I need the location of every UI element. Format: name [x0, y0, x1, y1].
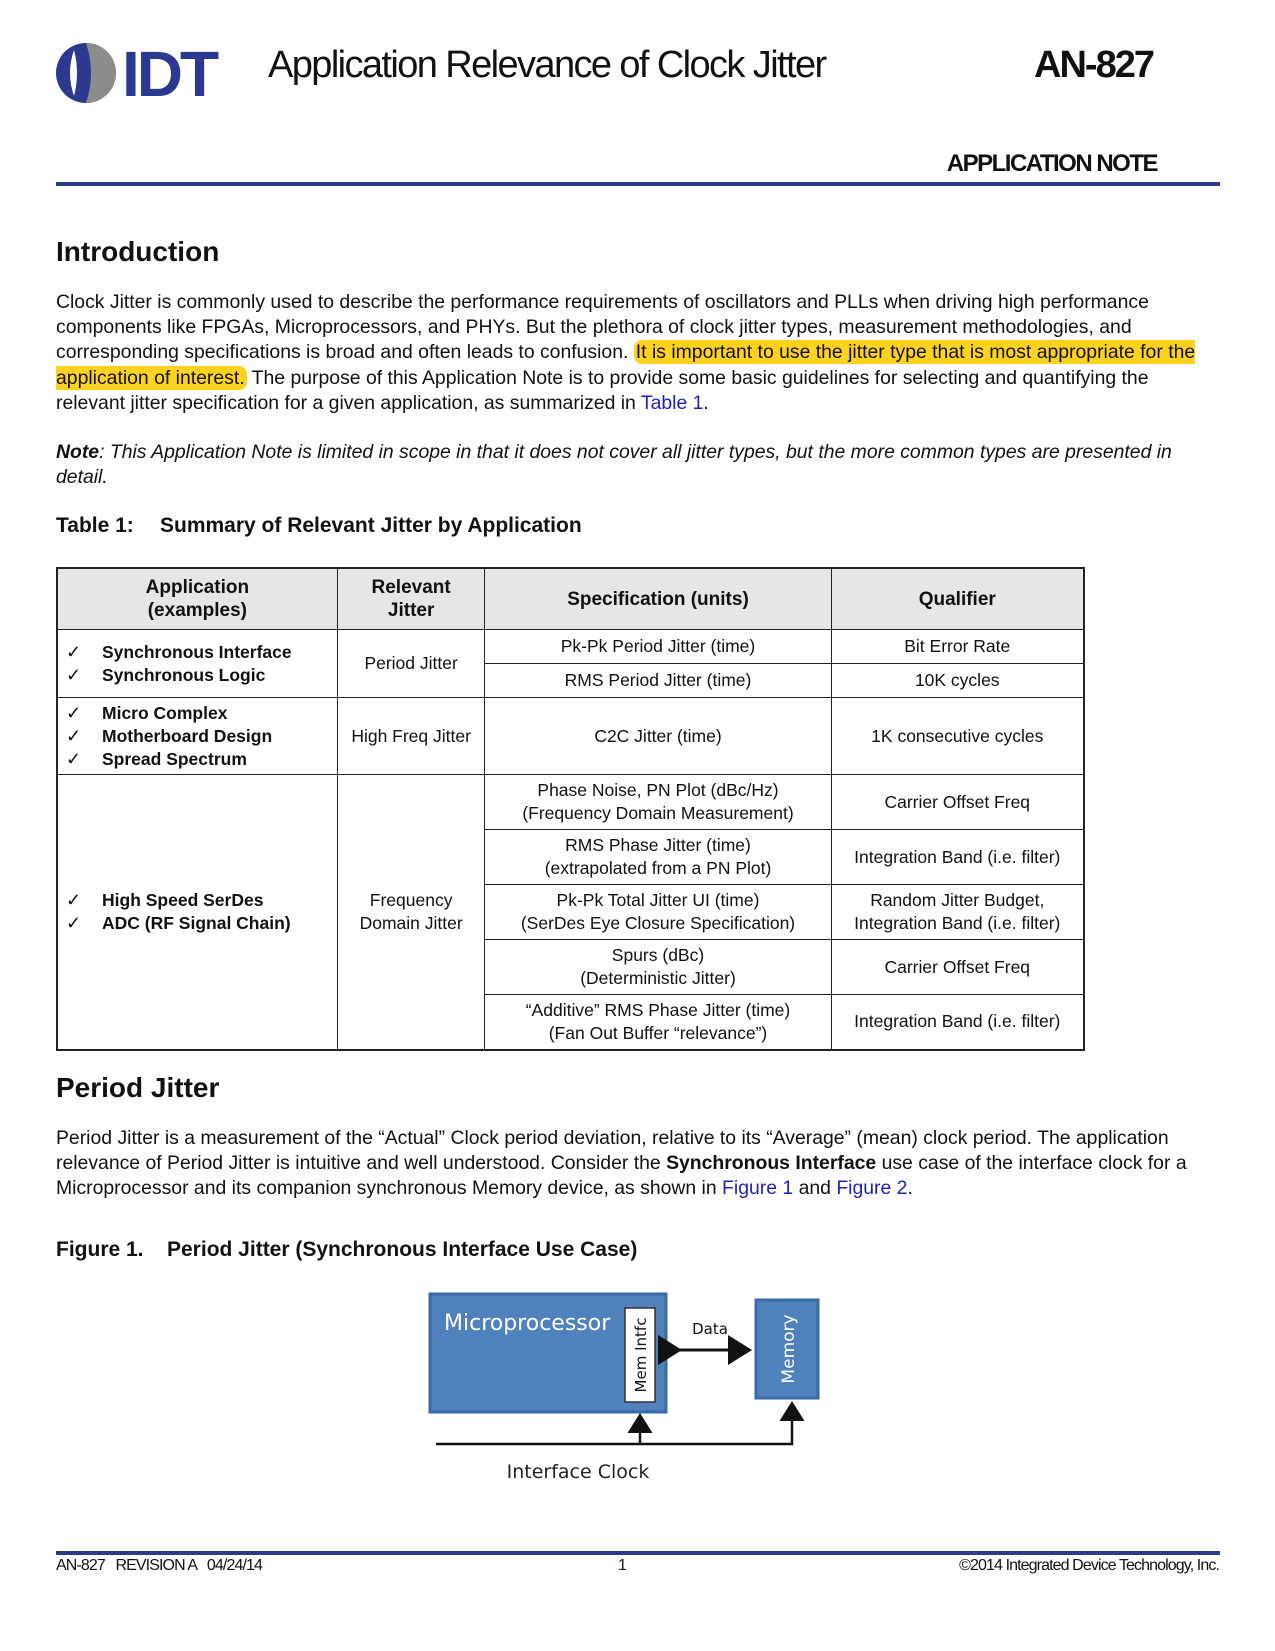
header-application-l2: (examples)	[147, 600, 248, 621]
qualifier-l1: Random Jitter Budget,	[870, 890, 1045, 910]
header-jitter	[337, 568, 485, 630]
footer-revision: AN-827 REVISION A 04/24/14	[56, 1557, 263, 1574]
period-text-b: use case of the interface clock for a Microprocessor and its companion synchronous Memory device, as shown in	[56, 1152, 1187, 1200]
header-application-l1: Application	[145, 577, 250, 598]
mem-intfc-label: Mem Intfc	[632, 1317, 650, 1393]
document-title: Application Relevance of Clock Jitter	[268, 44, 826, 86]
spec-cell: C2C Jitter (time)	[485, 698, 831, 775]
qualifier-cell: Integration Band (i.e. filter)	[831, 995, 1084, 1050]
table1-link[interactable]: Table 1	[640, 391, 704, 414]
check-icon: ✓	[66, 889, 82, 910]
interface-clock-label: Interface Clock	[506, 1461, 650, 1483]
jitter-cell-group2: High Freq Jitter	[337, 698, 485, 775]
idt-logo	[56, 42, 226, 104]
app-item: Micro Complex	[102, 702, 228, 723]
spec-l1: Phase Noise, PN Plot (dBc/Hz)	[537, 780, 779, 800]
app-item: Motherboard Design	[102, 725, 273, 746]
header-spec: Specification (units)	[485, 568, 831, 630]
jitter-summary-table	[56, 567, 1085, 1051]
spec-l1: RMS Phase Jitter (time)	[565, 835, 751, 855]
qualifier-cell: 1K consecutive cycles	[831, 698, 1084, 775]
spec-cell	[485, 830, 831, 885]
app-item: High Speed SerDes	[102, 889, 264, 910]
table-header-row	[57, 568, 1084, 630]
figure1-caption-label: Figure 1.	[56, 1238, 144, 1261]
period-jitter-heading: Period Jitter	[56, 1072, 220, 1103]
table-row	[57, 698, 1084, 775]
figure1-link[interactable]: Figure 1	[722, 1177, 794, 1200]
check-icon: ✓	[66, 748, 82, 769]
intro-text-a: Clock Jitter is commonly used to describe the performance requirements of oscillators and PLLs when driving high performance components like FPGAs, Microprocessors, and PHYs. But the plethora of clock jitter types, measurement methodologies, and corresponding specifications is broad and often leads to confusion.	[56, 291, 1149, 364]
spec-l1: “Additive” RMS Phase Jitter (time)	[525, 999, 791, 1020]
table-row	[57, 775, 1084, 830]
period-bold: Synchronous Interface	[666, 1152, 877, 1175]
table1-caption-label: Table 1:	[56, 514, 134, 537]
microprocessor-label: Microprocessor	[444, 1311, 611, 1336]
jitter-cell-group1: Period Jitter	[337, 630, 485, 698]
qualifier-cell: Bit Error Rate	[831, 630, 1084, 664]
spec-l2: (extrapolated from a PN Plot)	[544, 858, 772, 878]
spec-l2: (SerDes Eye Closure Specification)	[520, 913, 796, 933]
period-jitter-paragraph	[56, 1126, 1220, 1202]
figure1-caption-title: Period Jitter (Synchronous Interface Use Case)	[167, 1238, 638, 1261]
note-paragraph	[56, 440, 1220, 490]
document-type: APPLICATION NOTE	[946, 150, 1157, 177]
note-text: : This Application Note is limited in scope in that it does not cover all jitter types, but the more common types are presented in detail.	[56, 441, 1172, 489]
apps-cell-group1	[57, 630, 337, 698]
qualifier-cell: Carrier Offset Freq	[831, 940, 1084, 995]
period-and: and	[793, 1177, 837, 1200]
spec-cell	[485, 995, 831, 1050]
spec-l1: Spurs (dBc)	[611, 945, 705, 965]
data-label: Data	[692, 1320, 728, 1338]
spec-cell	[485, 775, 831, 830]
note-label: Note	[56, 441, 100, 463]
apps-cell-group2	[57, 698, 337, 775]
intro-heading: Introduction	[56, 236, 220, 267]
table-row	[57, 630, 1084, 664]
intro-text-end: .	[703, 391, 709, 414]
jitter-cell-group3	[337, 775, 485, 1050]
intro-highlight: It is important to use the jitter type that is most appropriate for the application of interest.	[56, 341, 1196, 389]
qualifier-cell: Carrier Offset Freq	[831, 775, 1084, 830]
period-text-a: Period Jitter is a measurement of the “Actual” Clock period deviation, relative to its “Average” (mean) clock period. The application relevance of Period Jitter is intuitive and well understood. Consider the	[56, 1127, 1169, 1175]
document-number: AN-827	[1034, 44, 1153, 86]
table1-caption-title: Summary of Relevant Jitter by Application	[160, 514, 582, 537]
jitter-l1: Frequency	[369, 889, 453, 910]
qualifier-cell	[831, 885, 1084, 940]
header-qualifier: Qualifier	[831, 568, 1084, 630]
header-jitter-l2: Jitter	[387, 600, 435, 621]
spec-cell	[485, 940, 831, 995]
check-icon: ✓	[66, 664, 82, 685]
qualifier-cell: Integration Band (i.e. filter)	[831, 830, 1084, 885]
memory-label: Memory	[779, 1314, 799, 1384]
check-icon: ✓	[66, 641, 82, 662]
jitter-l2: Domain Jitter	[359, 912, 463, 933]
header-rule	[56, 182, 1220, 186]
spec-l2: (Deterministic Jitter)	[580, 968, 736, 988]
app-item: ADC (RF Signal Chain)	[102, 912, 291, 933]
spec-cell: Pk-Pk Period Jitter (time)	[485, 630, 831, 664]
intro-text-b: The purpose of this Application Note is to provide some basic guidelines for selecting and quantifying the relevant jitter specification for a given application, as summarized in	[56, 366, 1149, 414]
check-icon: ✓	[66, 912, 82, 933]
header-jitter-l1: Relevant	[371, 577, 451, 598]
qualifier-l2: Integration Band (i.e. filter)	[854, 913, 1061, 933]
spec-cell	[485, 885, 831, 940]
check-icon: ✓	[66, 725, 82, 746]
app-item: Synchronous Interface	[102, 641, 292, 662]
check-icon: ✓	[66, 702, 82, 723]
figure1-caption	[56, 1238, 637, 1262]
header-application	[57, 568, 337, 630]
spec-l1: Pk-Pk Total Jitter UI (time)	[556, 890, 760, 910]
spec-l2: (Frequency Domain Measurement)	[522, 803, 794, 823]
app-item: Spread Spectrum	[102, 748, 247, 769]
period-end: .	[907, 1177, 913, 1200]
footer-copyright: ©2014 Integrated Device Technology, Inc.	[959, 1557, 1219, 1574]
app-item: Synchronous Logic	[102, 664, 266, 685]
qualifier-cell: 10K cycles	[831, 664, 1084, 698]
footer-rule	[56, 1551, 1220, 1555]
spec-l2: (Fan Out Buffer “relevance”)	[548, 1022, 768, 1043]
apps-cell-group3	[57, 775, 337, 1050]
footer-page-number: 1	[618, 1557, 626, 1574]
intro-paragraph	[56, 290, 1220, 416]
logo-text: IDT	[122, 42, 217, 104]
figure1-diagram	[428, 1288, 868, 1508]
spec-cell: RMS Period Jitter (time)	[485, 664, 831, 698]
table1-caption	[56, 514, 582, 538]
figure2-link[interactable]: Figure 2	[836, 1177, 908, 1200]
